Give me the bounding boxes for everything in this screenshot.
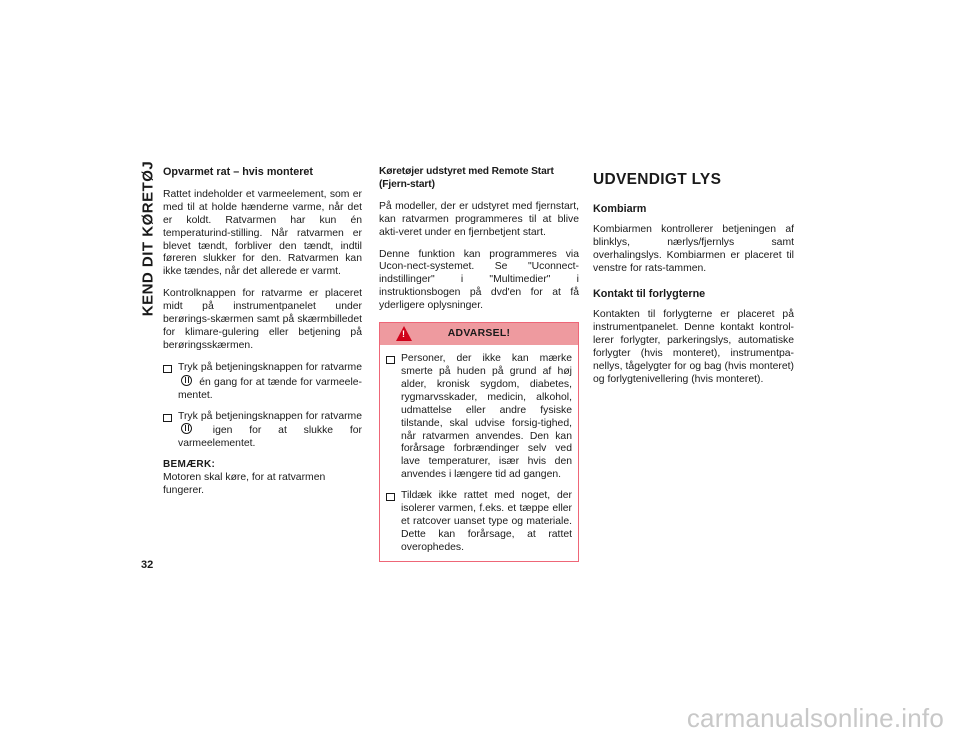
multifunction-lever-heading: Kombiarm bbox=[593, 202, 647, 215]
paragraph: Kombiarmen kontrollerer betjeningen af blinklys, nærlys/fjernlys samt overhalingslys. Kombiarmen er placeret til venstre for rats-tammen. bbox=[593, 223, 794, 274]
column-middle bbox=[379, 166, 579, 562]
note-label: BEMÆRK: bbox=[163, 459, 216, 471]
checkbox-bullet-icon bbox=[163, 414, 172, 422]
page-number: 32 bbox=[141, 559, 154, 571]
column-left bbox=[163, 166, 362, 498]
warning-title: ADVARSEL! bbox=[447, 328, 511, 340]
checkbox-bullet-icon bbox=[386, 356, 395, 364]
paragraph: På modeller, der er udstyret med fjernstart, kan ratvarmen programmeres til at blive akti-veret under en fjernbetjent start. bbox=[379, 200, 579, 238]
heated-wheel-heading: Opvarmet rat – hvis monteret bbox=[163, 166, 314, 178]
note-text: Motoren skal køre, for at ratvarmen fungerer. bbox=[163, 472, 326, 497]
chapter-tab bbox=[137, 160, 159, 316]
bullet-text: Tryk på betjeningsknappen for ratvarme bbox=[178, 410, 362, 422]
paragraph: Denne funktion kan programmeres via Ucon-nect-systemet. Se "Uconnect-indstillinger" i "Multimedier" i instruktionsbogen på dvd'en for at få yderligere oplysninger. bbox=[379, 248, 579, 312]
watermark: carmanualsonline.info bbox=[686, 703, 944, 733]
list-item bbox=[386, 490, 572, 555]
chapter-title: KEND DIT KØRETØJ bbox=[139, 160, 157, 316]
checkbox-bullet-icon bbox=[163, 365, 172, 373]
list-item bbox=[386, 353, 572, 482]
heated-wheel-icon bbox=[181, 375, 192, 386]
warning-header bbox=[380, 323, 578, 345]
warning-box bbox=[379, 322, 579, 562]
remote-start-heading: Køretøjer udstyret med Remote Start (Fjern-start) bbox=[379, 166, 554, 190]
bullet-text: Tryk på betjeningsknappen for ratvarme bbox=[178, 361, 362, 373]
checkbox-bullet-icon bbox=[386, 493, 395, 501]
headlight-switch-heading: Kontakt til forlygterne bbox=[593, 288, 706, 301]
column-right bbox=[593, 166, 794, 396]
exterior-lights-heading: UDVENDIGT LYS bbox=[593, 171, 722, 188]
paragraph: Kontrolknappen for ratvarme er placeret midt på instrumentpanelet under berørings-skærmen samt på skærmbilledet for klimare-gulering eller betjening på berøringsskærmen. bbox=[163, 288, 362, 351]
paragraph: Rattet indeholder et varmeelement, som er med til at holde hænderne varme, når det er koldt. Ratvarmen har kun én temperaturind-stilling. Når ratvarmen er blevet tændt, forbliver den tændt, indtil føreren slukker for den. Ratvarmen kan ikke tændes, når det allerede er varmt. bbox=[163, 188, 362, 278]
bullet-text: én gang for at tænde for varmeele-mentet. bbox=[178, 376, 362, 401]
warning-text: Personer, der ikke kan mærke smerte på huden på grund af høj alder, kronisk sygdom, diabetes, rygmarvsskader, medicin, alkohol, udmattelse eller andre fysiske tilstande, skal udvise forsig-tighed, når ratvarmen anvendes. Den kan forårsage forbrændinger selv ved lave temperaturer, især hvis den anvendes i længere tid ad gangen. bbox=[401, 353, 572, 481]
warning-text: Tildæk ikke rattet med noget, der isolerer varmen, f.eks. et tæppe eller et ratcover uanset type og materiale. Dette kan forårsage, at rattet overophedes. bbox=[401, 490, 572, 553]
warning-triangle-icon bbox=[396, 326, 412, 341]
bullet-text: igen for at slukke for varmeelementet. bbox=[178, 425, 362, 450]
heated-wheel-icon bbox=[181, 423, 192, 434]
list-item bbox=[163, 411, 362, 452]
list-item bbox=[163, 362, 362, 403]
paragraph: Kontakten til forlygterne er placeret på instrumentpanelet. Denne kontakt kontrol-lerer forlygter, parkeringslys, automatiske forlygter (hvis monteret), instrumentpa-nellys, tågelygter for og bag (hvis monteret) og forlygtenivellering (hvis monteret). bbox=[593, 309, 794, 385]
